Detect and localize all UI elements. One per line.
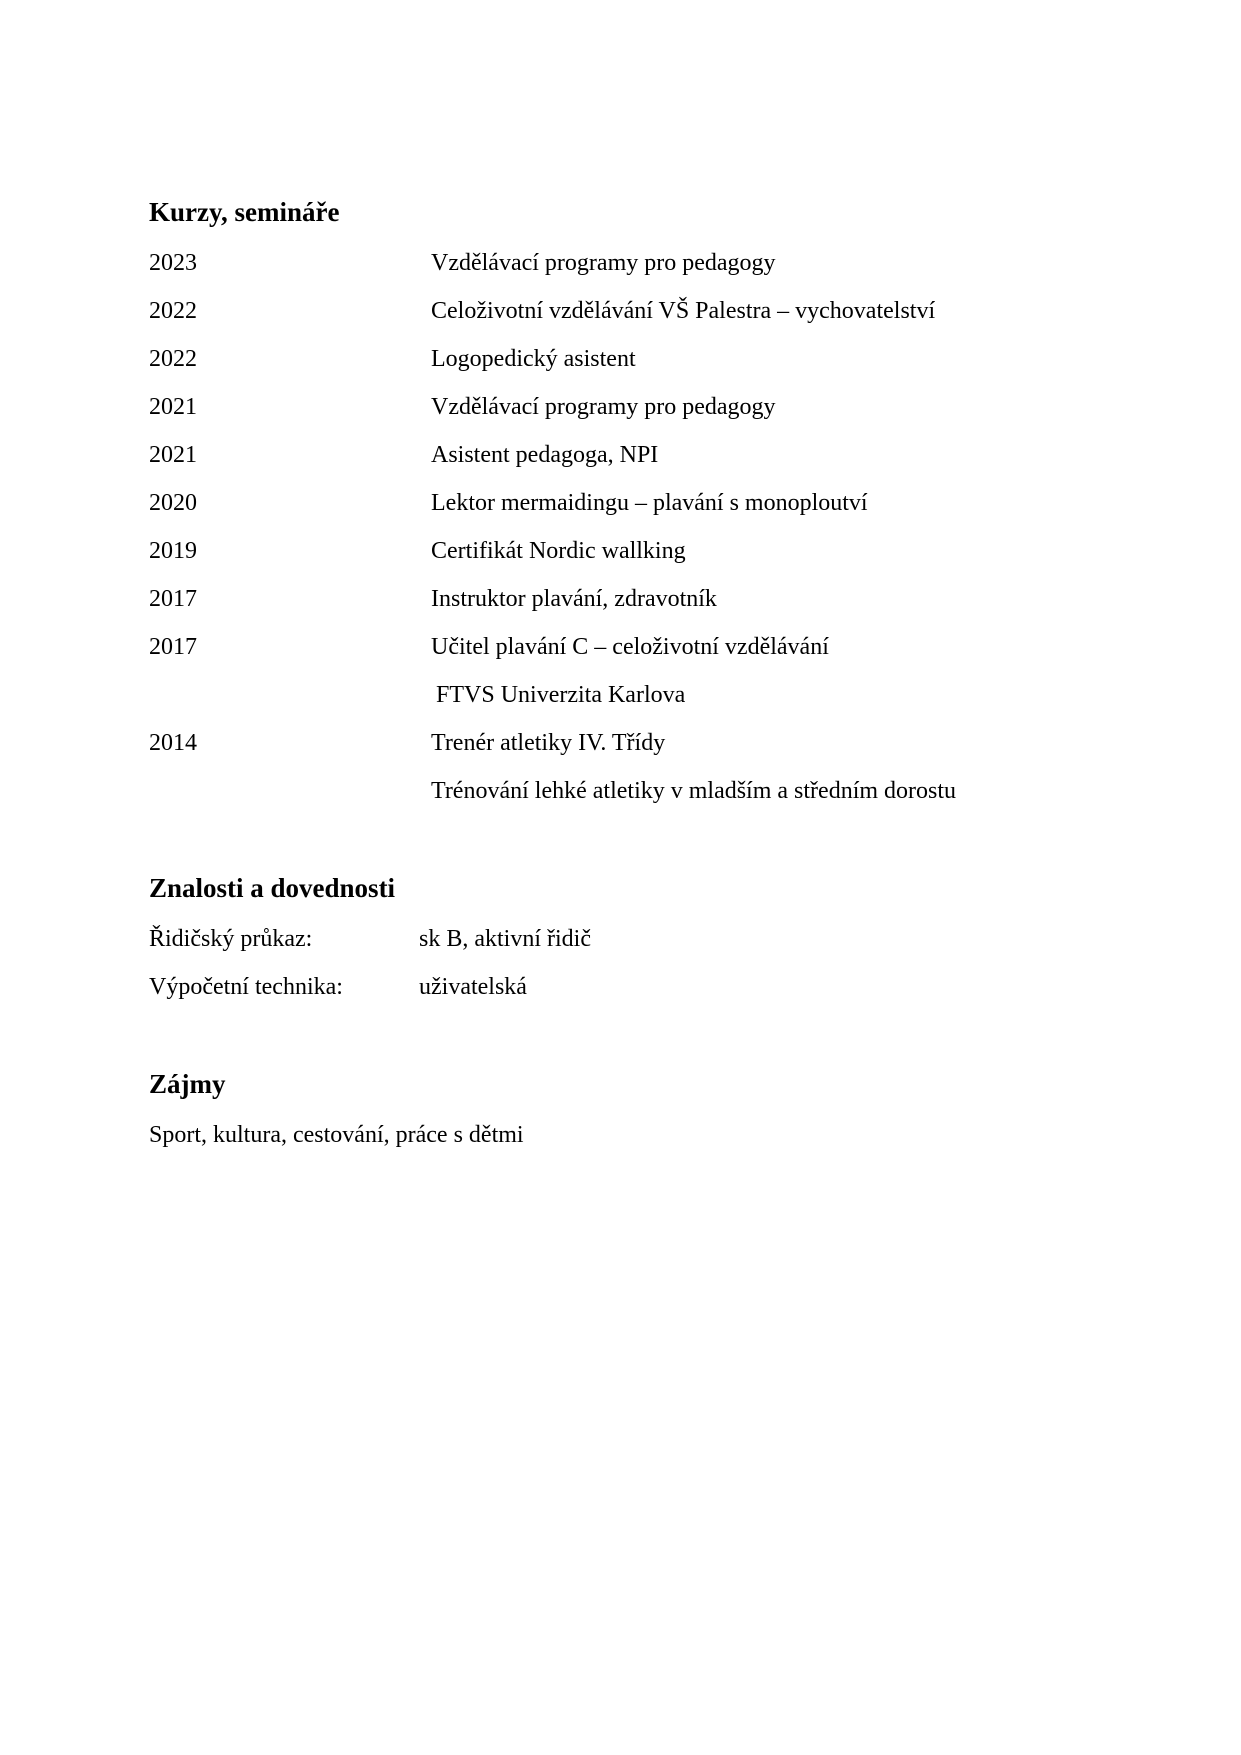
skill-value: sk B, aktivní řidič: [419, 926, 591, 952]
course-year: 2019: [149, 538, 197, 564]
course-text: Trenér atletiky IV. Třídy: [431, 730, 666, 756]
course-text: Certifikát Nordic wallking: [431, 538, 686, 564]
course-year: 2021: [149, 442, 197, 468]
skill-label: Výpočetní technika:: [149, 974, 343, 1000]
course-text: Asistent pedagoga, NPI: [431, 442, 659, 468]
skills-heading: Znalosti a dovednosti: [149, 873, 396, 903]
course-year: 2023: [149, 250, 197, 276]
course-text: Trénování lehké atletiky v mladším a středním dorostu: [431, 778, 957, 804]
interests-heading: Zájmy: [149, 1069, 226, 1099]
course-year: 2022: [149, 298, 197, 324]
course-year: 2020: [149, 490, 197, 516]
course-text: Vzdělávací programy pro pedagogy: [431, 394, 776, 420]
course-text: FTVS Univerzita Karlova: [436, 682, 686, 708]
course-text: Instruktor plavání, zdravotník: [431, 586, 717, 612]
course-year: 2021: [149, 394, 197, 420]
course-text: Vzdělávací programy pro pedagogy: [431, 250, 776, 276]
course-year: 2022: [149, 346, 197, 372]
skill-value: uživatelská: [419, 974, 527, 1000]
course-year: 2017: [149, 634, 197, 660]
course-year: 2017: [149, 586, 197, 612]
skill-label: Řidičský průkaz:: [149, 926, 313, 952]
interests-text: Sport, kultura, cestování, práce s dětmi: [149, 1122, 524, 1148]
course-text: Lektor mermaidingu – plavání s monoploutví: [431, 490, 868, 516]
course-text: Logopedický asistent: [431, 346, 636, 372]
course-text: Celoživotní vzdělávání VŠ Palestra – vychovatelství: [431, 298, 936, 324]
course-text: Učitel plavání C – celoživotní vzdělávání: [431, 634, 829, 660]
courses-heading: Kurzy, semináře: [149, 197, 340, 227]
course-year: 2014: [149, 730, 197, 756]
